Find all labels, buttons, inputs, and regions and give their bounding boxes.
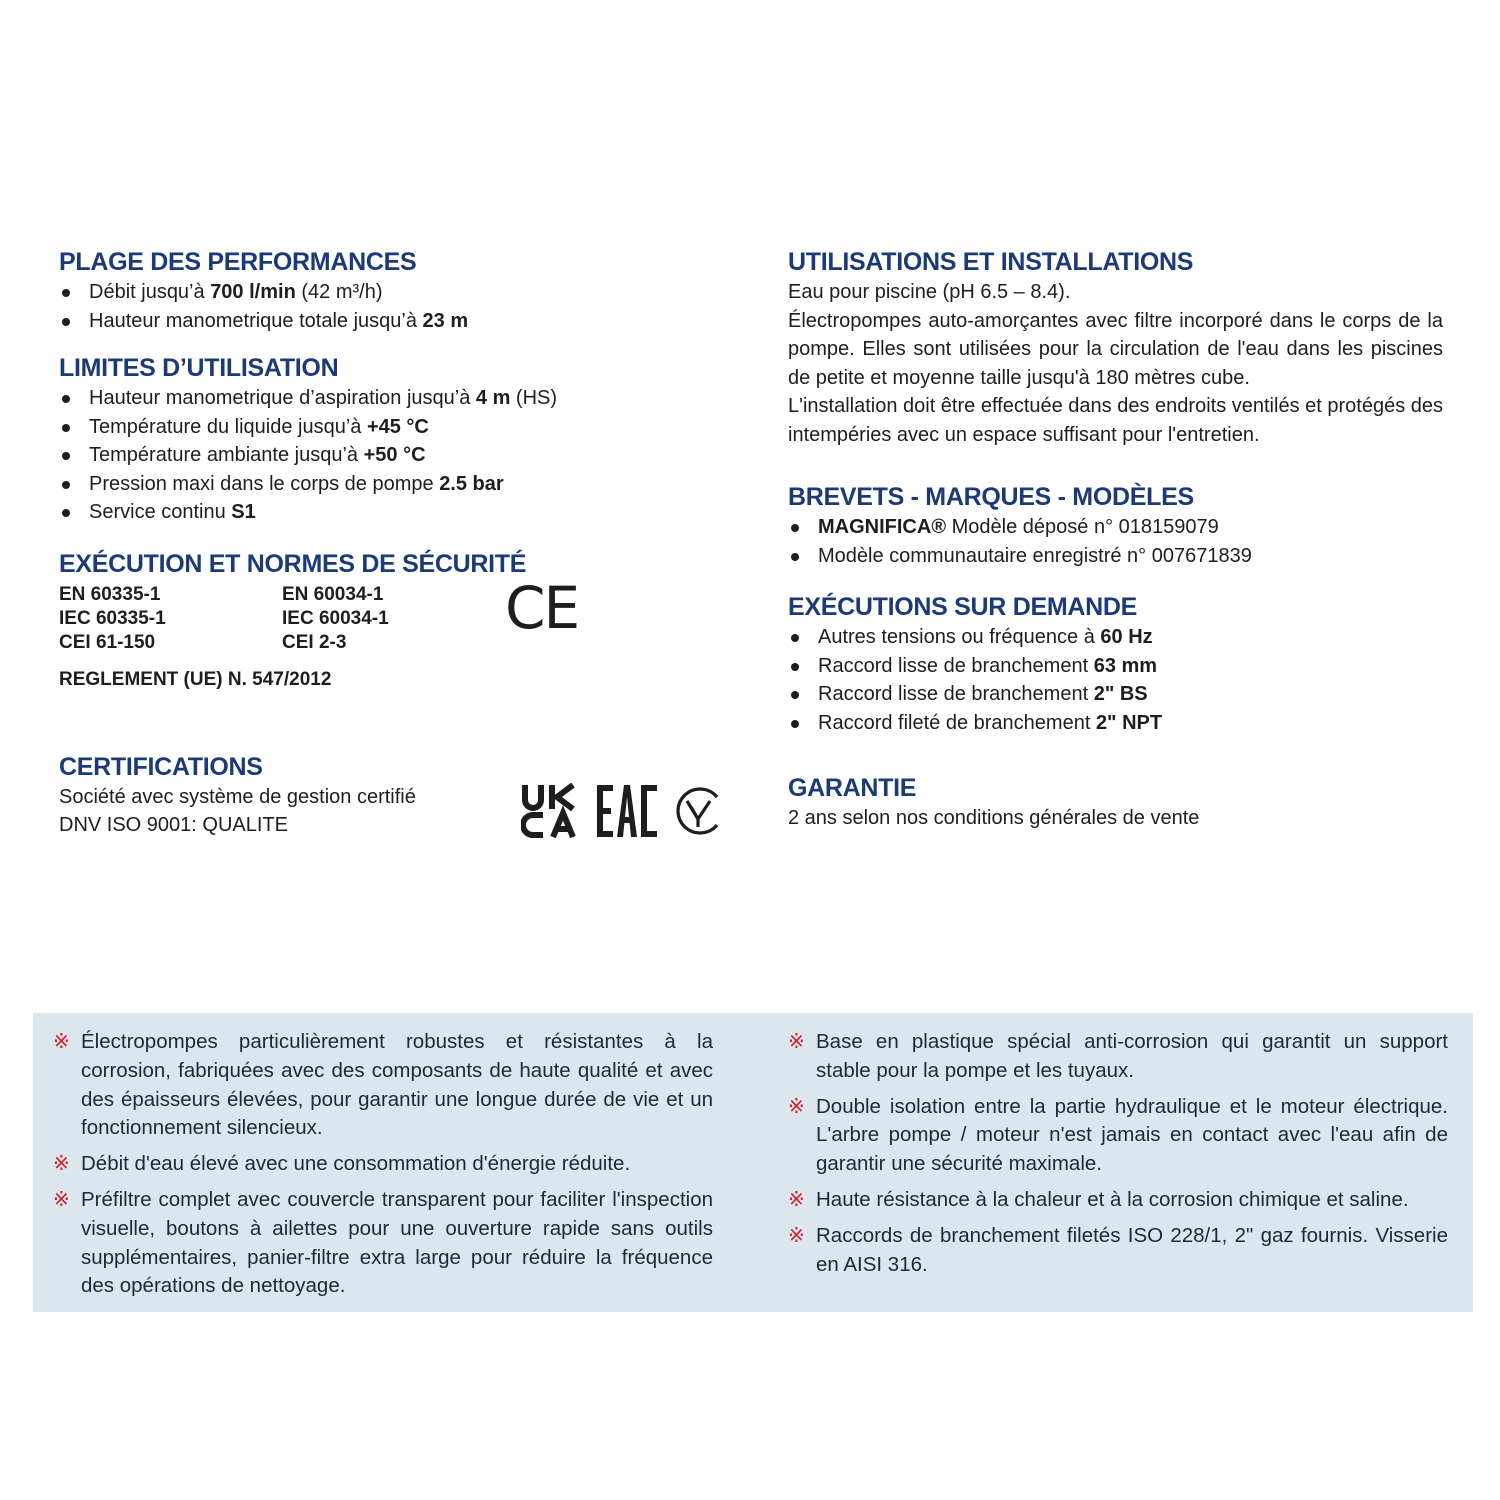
execution-section — [59, 548, 739, 691]
list-item — [788, 513, 1443, 542]
performance-section — [59, 246, 739, 335]
item-value: 63 mm — [1093, 654, 1158, 677]
feature-text: Haute résistance à la chaleur et à la corrosion chimique et saline. — [816, 1187, 1409, 1211]
ce-mark-logo: CE — [505, 573, 579, 642]
certifications-title: CERTIFICATIONS — [59, 752, 263, 781]
right-column — [788, 246, 1443, 833]
feature-text: Base en plastique spécial anti-corrosion qui garantit un support stable pour la pompe et les tuyaux. — [816, 1030, 1448, 1082]
item-suffix: (42 m³/h) — [295, 281, 383, 303]
list-item — [788, 652, 1443, 681]
list-item — [59, 307, 739, 336]
item-value: 2" BS — [1093, 683, 1148, 705]
feature-item — [53, 1028, 713, 1143]
item-value: S1 — [231, 501, 256, 523]
feature-item — [788, 1093, 1448, 1179]
features-left-list — [53, 1028, 713, 1301]
item-suffix: (HS) — [510, 387, 558, 409]
features-box — [33, 1013, 1473, 1312]
uses-paragraph-2: L'installation doit être effectuée dans des endroits ventilés et protégés des intempéries avec un espace suffisant pour l'entretien. — [788, 395, 1443, 446]
norms-column-1 — [59, 583, 282, 655]
item-value: 60 Hz — [1100, 626, 1153, 648]
performance-title: PLAGE DES PERFORMANCES — [59, 248, 417, 276]
reference-mark-icon: ※ — [788, 1224, 805, 1247]
norm-item: EN 60034-1 — [282, 583, 384, 605]
on-demand-title: EXÉCUTIONS SUR DEMANDE — [788, 593, 1137, 621]
patents-section — [788, 481, 1443, 570]
item-text: Débit jusqu’à — [89, 281, 211, 303]
item-value: 23 m — [422, 309, 469, 332]
regulation-text: REGLEMENT (UE) N. 547/2012 — [59, 668, 332, 690]
certifications-line-2: DNV ISO 9001: QUALITE — [59, 814, 288, 836]
item-text: Hauteur manometrique d’aspiration jusqu’à — [89, 387, 476, 409]
item-text: Température ambiante jusqu’à — [89, 444, 364, 466]
warranty-text: 2 ans selon nos conditions générales de vente — [788, 807, 1200, 829]
feature-item — [788, 1028, 1448, 1086]
list-item — [59, 384, 739, 413]
item-text: Modèle communautaire enregistré n° 007671839 — [818, 544, 1252, 567]
ukrsepro-logo-icon — [673, 783, 723, 839]
item-text: Raccord fileté de branchement — [818, 711, 1096, 734]
norms-block — [59, 573, 739, 655]
certifications-text — [59, 783, 459, 840]
uses-section — [788, 246, 1443, 449]
reference-mark-icon: ※ — [788, 1031, 805, 1053]
list-item — [59, 413, 739, 442]
execution-title: EXÉCUTION ET NORMES DE SÉCURITÉ — [59, 549, 527, 578]
list-item — [788, 709, 1443, 738]
list-item — [59, 278, 739, 307]
feature-item — [788, 1186, 1448, 1215]
features-right-column — [788, 1028, 1448, 1286]
ukca-logo-icon — [521, 783, 577, 839]
reference-mark-icon: ※ — [788, 1095, 805, 1118]
item-value: 2.5 bar — [439, 472, 504, 495]
item-text: Pression maxi dans le corps de pompe — [89, 472, 440, 495]
item-text: Raccord lisse de branchement — [818, 654, 1094, 677]
item-value: MAGNIFICA® — [818, 516, 947, 538]
feature-item — [53, 1150, 713, 1179]
uses-line-1: Eau pour piscine (pH 6.5 – 8.4). — [788, 281, 1071, 303]
item-value: 4 m — [475, 387, 511, 409]
reference-mark-icon: ※ — [53, 1188, 70, 1211]
feature-text: Électropompes particulièrement robustes et résistantes à la corrosion, fabriquées avec des composants de haute qualité et avec des épaisseurs élevées, pour garantir une longue durée de vie et un fonctionnement silencieux. — [81, 1030, 713, 1140]
item-text: Autres tensions ou fréquence à — [818, 626, 1101, 648]
norms-column-2 — [282, 583, 505, 655]
uses-title: UTILISATIONS ET INSTALLATIONS — [788, 248, 1194, 276]
item-value: 700 l/min — [210, 281, 296, 303]
feature-item — [53, 1186, 713, 1301]
list-item — [788, 680, 1443, 709]
feature-item — [788, 1222, 1448, 1280]
norm-item: IEC 60335-1 — [59, 607, 166, 629]
feature-text: Débit d'eau élevé avec une consommation d'énergie réduite. — [81, 1152, 631, 1176]
list-item — [788, 542, 1443, 571]
certifications-section — [59, 751, 739, 840]
uses-paragraph-1: Électropompes auto-amorçantes avec filtre incorporé dans le corps de la pompe. Elles sont utilisées pour la circulation de l'eau dans les piscines de petite et moyenne taille jusqu'à 180 mètres cube. — [788, 309, 1443, 389]
item-value: 2" NPT — [1095, 711, 1163, 734]
features-right-list — [788, 1028, 1448, 1279]
patents-list — [788, 513, 1443, 570]
norm-item: CEI 61-150 — [59, 631, 156, 653]
reference-mark-icon: ※ — [53, 1031, 70, 1053]
norm-item: CEI 2-3 — [282, 631, 347, 653]
item-text: Hauteur manometrique totale jusqu’à — [89, 309, 423, 332]
reference-mark-icon: ※ — [53, 1153, 70, 1176]
item-text: Raccord lisse de branchement — [818, 683, 1094, 705]
norm-item: EN 60335-1 — [59, 583, 161, 605]
certification-logos — [521, 783, 723, 839]
warranty-title: GARANTIE — [788, 774, 917, 802]
on-demand-list — [788, 623, 1443, 737]
item-value: +50 °C — [363, 444, 426, 466]
features-left-column — [53, 1028, 713, 1308]
certifications-row — [59, 783, 739, 840]
feature-text: Préfiltre complet avec couvercle transparent pour faciliter l'inspection visuelle, boutons à ailettes pour une ouverture rapide sans outils supplémentaires, panier-filtre extra large pour réduire la fréquence des opérations de nettoyage. — [81, 1187, 713, 1298]
list-item — [59, 470, 739, 499]
on-demand-section — [788, 591, 1443, 737]
list-item — [788, 623, 1443, 652]
list-item — [59, 441, 739, 470]
norm-item: IEC 60034-1 — [282, 607, 389, 629]
eac-logo-icon — [595, 783, 659, 839]
limits-section — [59, 352, 739, 527]
performance-list — [59, 278, 739, 335]
reference-mark-icon: ※ — [788, 1188, 805, 1211]
limits-list — [59, 384, 739, 527]
feature-text: Raccords de branchement filetés ISO 228/1, 2" gaz fournis. Visserie en AISI 316. — [816, 1223, 1448, 1276]
patents-title: BREVETS - MARQUES - MODÈLES — [788, 483, 1194, 511]
warranty-section — [788, 772, 1443, 833]
item-text: Service continu — [89, 501, 232, 523]
left-column — [59, 246, 739, 840]
limits-title: LIMITES D’UTILISATION — [59, 354, 339, 382]
item-text: Température du liquide jusqu’à — [89, 415, 367, 438]
item-value: +45 °C — [366, 415, 429, 438]
list-item — [59, 498, 739, 527]
certifications-line-1: Société avec système de gestion certifié — [59, 785, 416, 808]
feature-text: Double isolation entre la partie hydraulique et le moteur électrique. L'arbre pompe / moteur n'est jamais en contact avec l'eau afin de garantir une sécurité maximale. — [816, 1094, 1448, 1176]
item-suffix: Modèle déposé n° 018159079 — [946, 516, 1219, 538]
